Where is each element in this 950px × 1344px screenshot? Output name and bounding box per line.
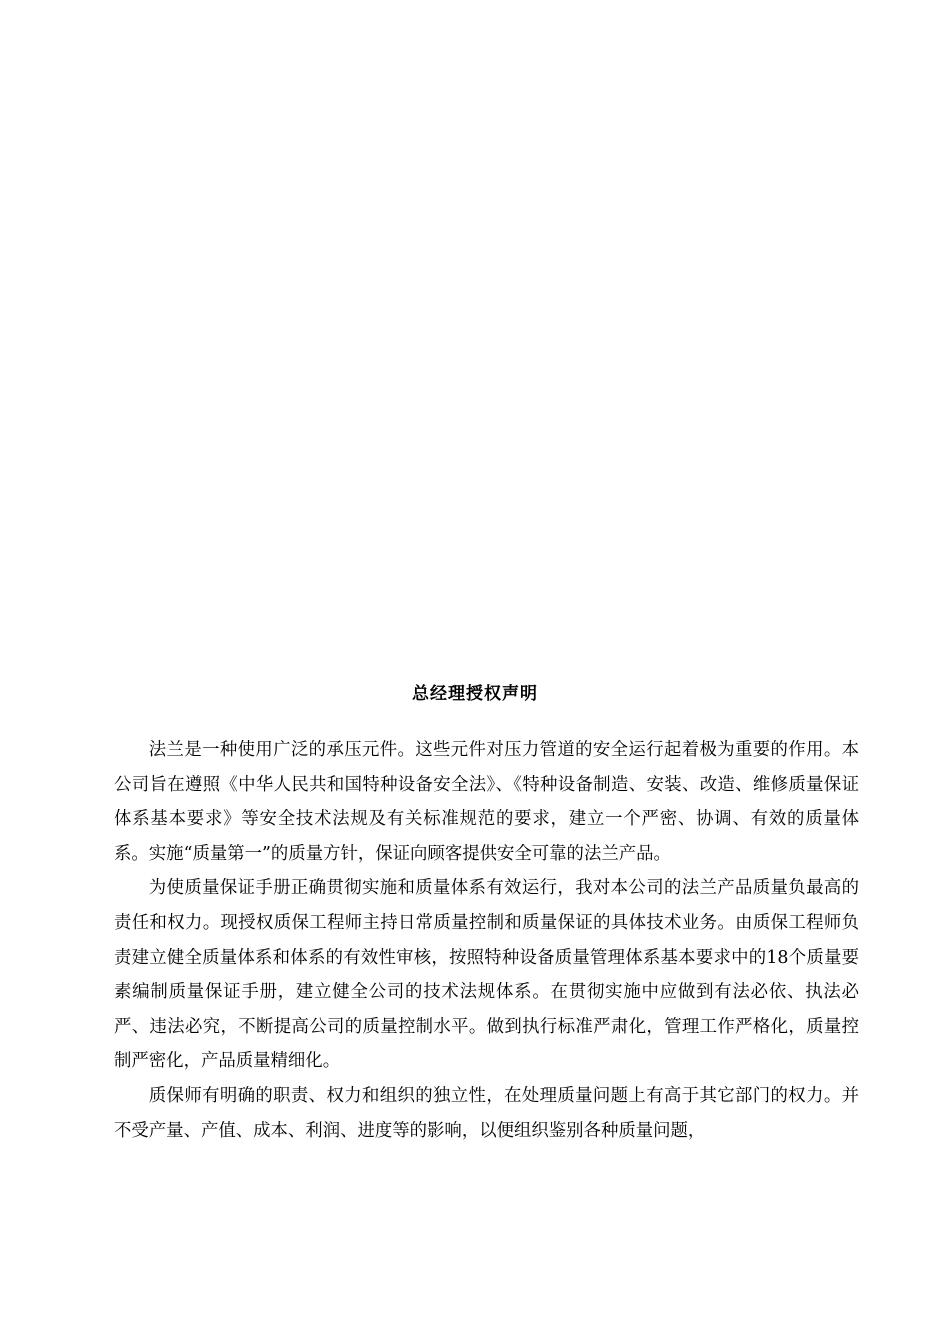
- paragraph-1: 法兰是一种使用广泛的承压元件。这些元件对压力管道的安全运行起着极为重要的作用。本公司旨在遵照《中华人民共和国特种设备安全法》、《特种设备制造、安装、改造、维修质量保证体系基本要求》等安全技术法规及有关标准规范的要求，建立一个严密、协调、有效的质量体系。实施“质量第一”的质量方针，保证向顾客提供安全可靠的法兰产品。: [114, 740, 859, 864]
- document-title: 总经理授权声明: [412, 684, 538, 704]
- document-body: [114, 733, 859, 1148]
- paragraph-3: 质保师有明确的职责、权力和组织的独立性，在处理质量问题上有高于其它部门的权力。并不受产量、产值、成本、利润、进度等的影响，以便组织鉴别各种质量问题，: [114, 1085, 859, 1141]
- paragraph-2: 为使质量保证手册正确贯彻实施和质量体系有效运行，我对本公司的法兰产品质量负最高的责任和权力。现授权质保工程师主持日常质量控制和质量保证的具体技术业务。由质保工程师负责建立健全质量体系和体系的有效性审核，按照特种设备质量管理体系基本要求中的18个质量要素编制质量保证手册，建立健全公司的技术法规体系。在贯彻实施中应做到有法必依、执法必严、违法必究，不断提高公司的质量控制水平。做到执行标准严肃化，管理工作严格化，质量控制严密化，产品质量精细化。: [114, 878, 859, 1072]
